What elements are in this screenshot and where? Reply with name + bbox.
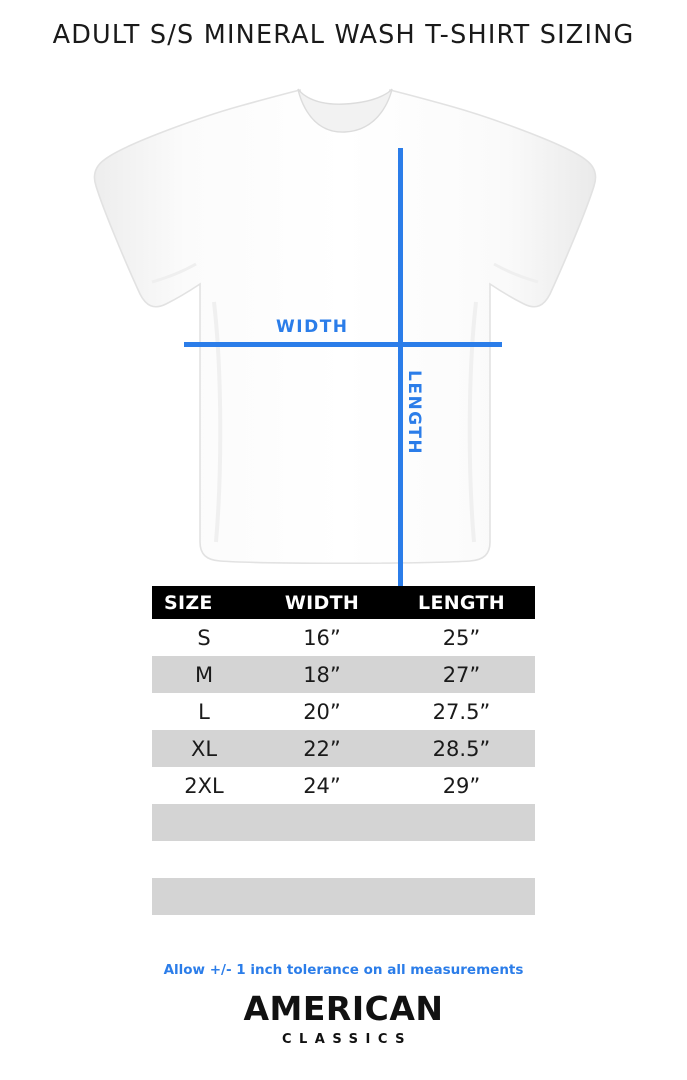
cell-size: [152, 804, 256, 841]
cell-width: [256, 915, 388, 952]
brand-logo: [0, 989, 687, 1047]
width-label: WIDTH: [276, 317, 349, 337]
cell-length: [388, 915, 535, 952]
table-header-row: [152, 586, 535, 619]
column-header-size: SIZE: [152, 586, 256, 619]
cell-width: 22”: [256, 730, 388, 767]
cell-width: 18”: [256, 656, 388, 693]
table-row: [152, 693, 535, 730]
cell-size: [152, 878, 256, 915]
cell-length: 27.5”: [388, 693, 535, 730]
table-row: [152, 767, 535, 804]
length-measure-line: [398, 148, 403, 635]
table-row-empty: [152, 841, 535, 878]
cell-length: 25”: [388, 619, 535, 656]
table-row: [152, 619, 535, 656]
cell-size: [152, 915, 256, 952]
width-measure-line: [184, 342, 502, 347]
table-row: [152, 656, 535, 693]
tolerance-note: Allow +/- 1 inch tolerance on all measurements: [163, 962, 524, 978]
cell-size: L: [152, 693, 256, 730]
cell-width: [256, 878, 388, 915]
column-header-length: LENGTH: [388, 586, 535, 619]
cell-length: [388, 878, 535, 915]
cell-width: 24”: [256, 767, 388, 804]
cell-length: 27”: [388, 656, 535, 693]
table-row-empty: [152, 878, 535, 915]
table-row-empty: [152, 915, 535, 952]
brand-tagline: CLASSICS: [281, 1032, 412, 1047]
page-title: ADULT S/S MINERAL WASH T-SHIRT SIZING: [52, 20, 635, 50]
cell-width: [256, 841, 388, 878]
cell-size: S: [152, 619, 256, 656]
cell-size: XL: [152, 730, 256, 767]
table-row-empty: [152, 804, 535, 841]
cell-size: [152, 841, 256, 878]
cell-length: [388, 841, 535, 878]
table-row: [152, 730, 535, 767]
cell-width: [256, 804, 388, 841]
column-header-width: WIDTH: [256, 586, 388, 619]
cell-width: 16”: [256, 619, 388, 656]
cell-size: M: [152, 656, 256, 693]
brand-name: AMERICAN: [243, 989, 444, 1028]
shirt-diagram: [0, 72, 687, 572]
cell-length: 29”: [388, 767, 535, 804]
cell-length: [388, 804, 535, 841]
cell-length: 28.5”: [388, 730, 535, 767]
length-label: LENGTH: [404, 370, 424, 456]
cell-size: 2XL: [152, 767, 256, 804]
size-chart-table: [152, 586, 535, 952]
cell-width: 20”: [256, 693, 388, 730]
